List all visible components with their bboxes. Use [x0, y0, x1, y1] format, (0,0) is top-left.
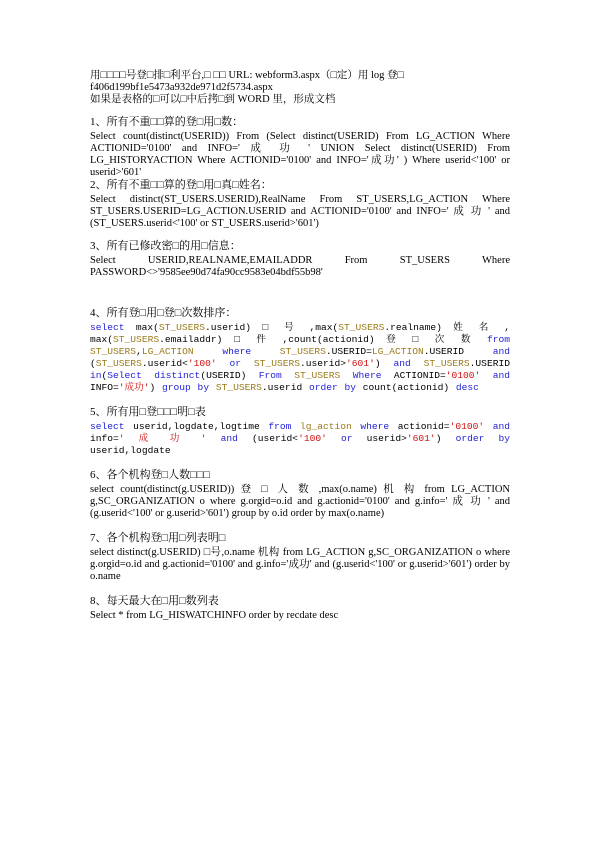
section-2-title: 2、所有不重□□算的登□用□真□姓名： — [90, 179, 272, 191]
section-4-sql: select max(ST_USERS.userid) □ 号 ,max(ST_USERS.realname) 姓 名 , max(ST_USERS.emailaddr) □ 件 ,count(actionid) 登 □ 次 数 from ST_USERS,LG_ACTION where ST_USERS.USERID=LG_ACTION.USERID and (ST_USERS.userid<'100' or ST_USERS.userid>'601') and ST_USERS.USERID in(Select distinct(USERID) From ST_USERS Where ACTIONID='0100' and INFO='成功') group by ST_USERS.userid order by count(actionid) desc — [90, 322, 510, 393]
section-6-sql: select count(distinct(g.USERID)) 登 □ 人 数 ,max(o.name) 机 构 from LG_ACTION g,SC_ORGANIZATION o where g.orgid=o.id and g.actionid='0100' and g.info=' 成 功 ' and (g.userid<'100' or g.userid>'601') group by o.id order by max(o.name) — [90, 484, 510, 519]
section-5-title: 5、所有用□登□□□明□表 — [90, 406, 206, 418]
section-1-title: 1、所有不重□□算的登□用□数： — [90, 116, 244, 128]
section-7-sql: select distinct(g.USERID) □号,o.name 机构 from LG_ACTION g,SC_ORGANIZATION o where g.orgid=o.id and g.actionid='0100' and g.info='成功' and (g.userid<'100' or g.userid>'601') order by o.name — [90, 547, 510, 582]
section-3-sql: Select USERID,REALNAME,EMAILADDR From ST_USERS Where PASSWORD<>'9585ee90d74fa90cc9583e04bdf55b98' — [90, 255, 510, 278]
intro-line-1: 用□□□□号登□排□利平台,□ □□ URL: webform3.aspx（□定）用 log 登□ — [90, 70, 404, 81]
intro-line-2: f406d199bf1e5473a932de971d2f5734.aspx — [90, 82, 273, 93]
section-3-title: 3、所有已修改密□的用□信息： — [90, 240, 241, 252]
section-4-title: 4、所有登□用□登□次数排序： — [90, 307, 237, 319]
section-8-title: 8、每天最大在□用□数列表 — [90, 595, 219, 607]
section-1-sql: Select count(distinct(USERID)) From (Select distinct(USERID) From LG_ACTION Where ACTIONID='0100' and INFO=' 成 功 ' UNION Select distinct(USERID) From LG_HISTORYACTION Where ACTIONID='0100' and INFO='成功' ) Where userid<'100' or userid>'601' — [90, 131, 510, 178]
document-content — [90, 70, 510, 622]
section-7-title: 7、各个机构登□用□列表明□ — [90, 532, 226, 544]
section-6-title: 6、各个机构登□人数□□□ — [90, 469, 211, 481]
section-2-sql: Select distinct(ST_USERS.USERID),RealName From ST_USERS,LG_ACTION Where ST_USERS.USERID=LG_ACTION.USERID and ACTIONID='0100' and INFO=' 成 功 ' and (ST_USERS.userid<'100' or ST_USERS.userid>'601') — [90, 194, 510, 229]
section-8-sql: Select * from LG_HISWATCHINFO order by recdate desc — [90, 610, 339, 621]
intro-line-3: 如果是表格的□可以□中后拷□到 WORD 里，形成文档 — [90, 94, 336, 105]
section-5-sql: select userid,logdate,logtime from lg_action where actionid='0100' and info=' 成 功 ' and (userid<'100' or userid>'601') order by userid,logdate — [90, 421, 510, 456]
